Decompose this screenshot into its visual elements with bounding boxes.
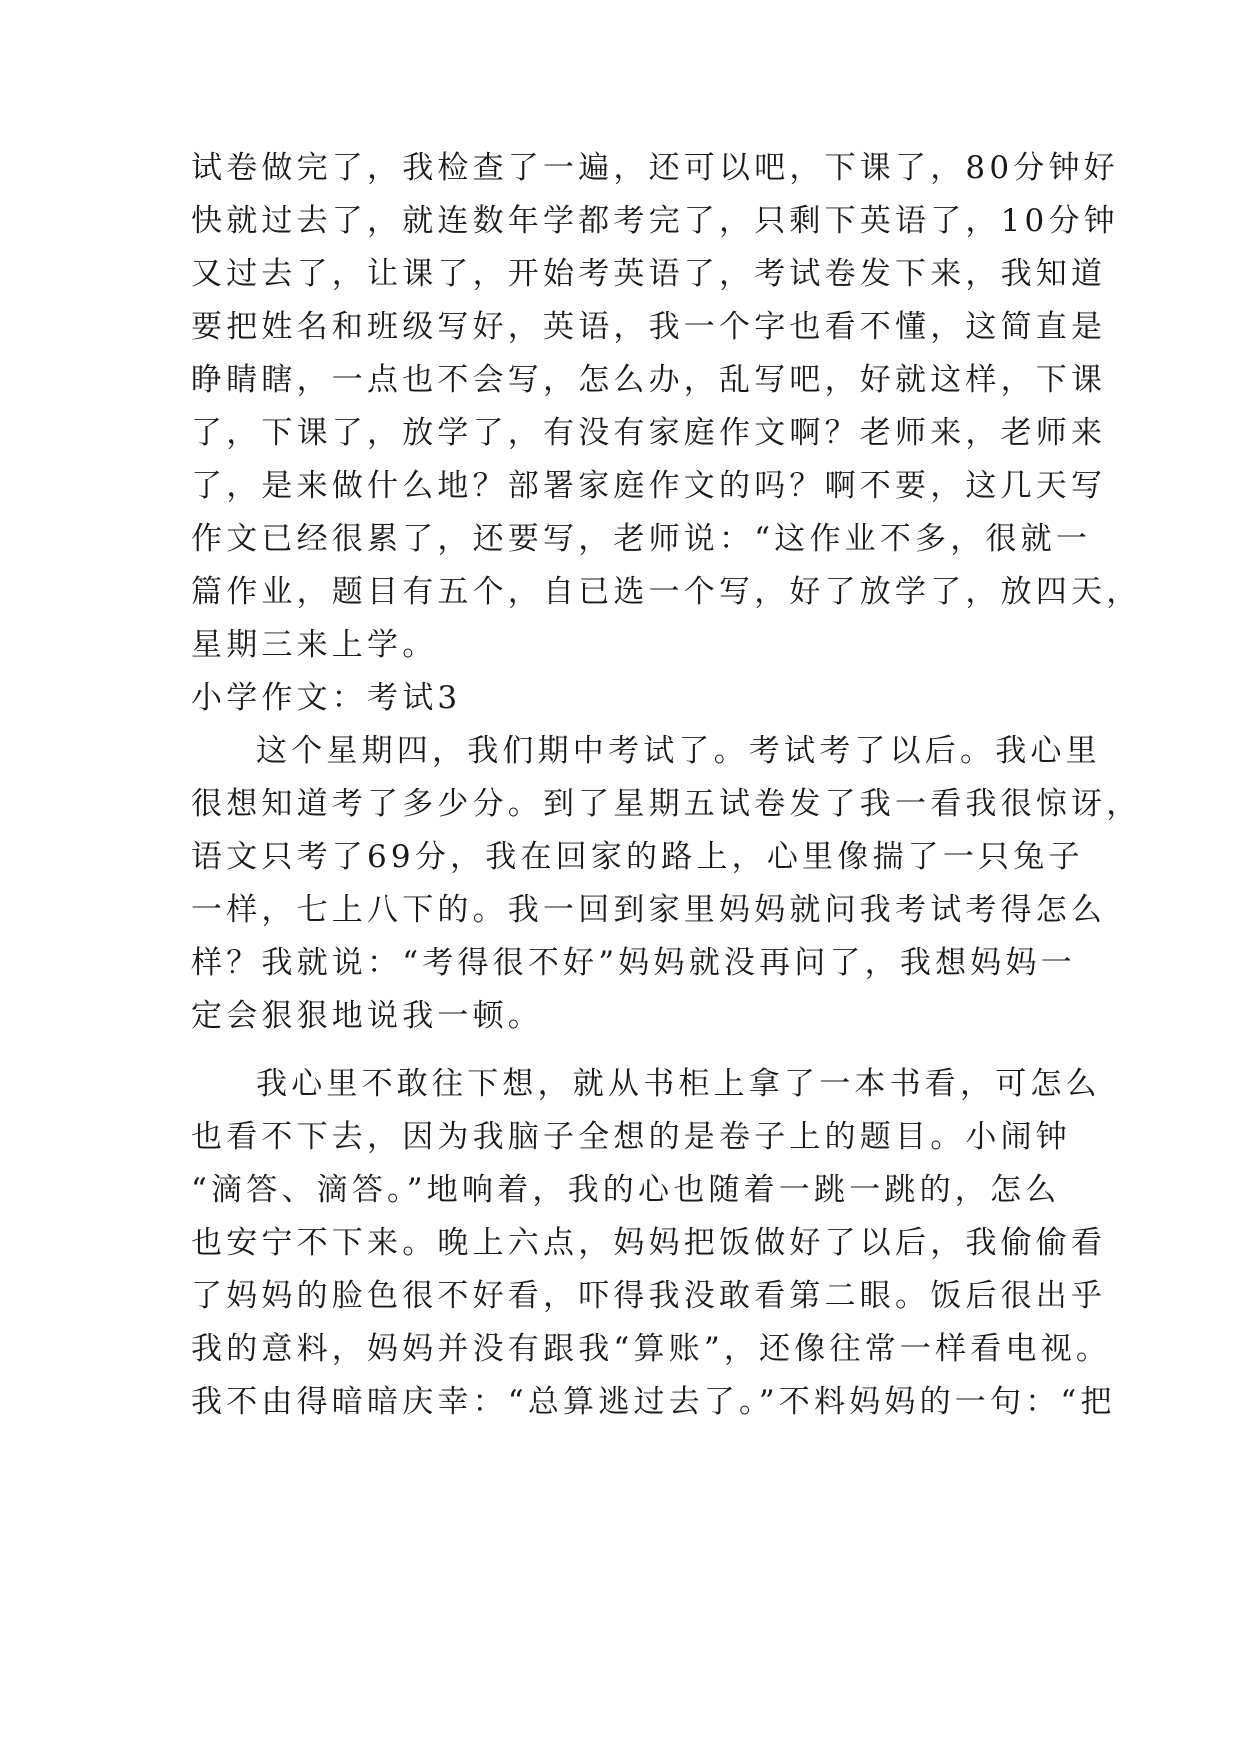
text-line: 睁睛瞎，一点也不会写，怎么办，乱写吧，好就这样，下课 [191, 362, 1107, 398]
text-line: 也安宁不下来。晚上六点，妈妈把饭做好了以后，我偷偷看 [191, 1225, 1107, 1261]
text-line: 我心里不敢往下想，就从书柜上拿了一本书看，可怎么 [256, 1066, 1101, 1102]
text-line: 又过去了，让课了，开始考英语了，考试卷发下来，我知道 [191, 256, 1107, 292]
text-line: 星期三来上学。 [191, 627, 438, 663]
text-line: 了，下课了，放学了，有没有家庭作文啊？老师来，老师来 [191, 415, 1107, 451]
text-line: 样？我就说：“考得很不好”妈妈就没再问了，我想妈妈一 [191, 945, 1076, 981]
text-line: 定会狠狠地说我一顿。 [191, 998, 543, 1034]
text-line: 要把姓名和班级写好，英语，我一个字也看不懂，这简直是 [191, 309, 1107, 345]
text-line: 这个星期四，我们期中考试了。考试考了以后。我心里 [256, 733, 1101, 769]
text-line: 我不由得暗暗庆幸：“总算逃过去了。”不料妈妈的一句：“把 [191, 1384, 1116, 1420]
text-line: 语文只考了69分，我在回家的路上，心里像揣了一只兔子 [191, 839, 1084, 875]
text-line: 快就过去了，就连数年学都考完了，只剩下英语了，10分钟 [191, 203, 1119, 239]
text-line: 很想知道考了多少分。到了星期五试卷发了我一看我很惊讶， [191, 786, 1142, 822]
text-line: 篇作业，题目有五个，自已选一个写，好了放学了，放四天， [191, 574, 1142, 610]
text-line: 了妈妈的脸色很不好看，吓得我没敢看第二眼。饭后很出乎 [191, 1278, 1107, 1314]
text-line: “滴答、滴答。”地响着，我的心也随着一跳一跳的，怎么 [191, 1172, 1061, 1208]
text-line: 试卷做完了，我检查了一遍，还可以吧，下课了，80分钟好 [191, 150, 1119, 186]
text-line: 作文已经很累了，还要写，老师说：“这作业不多，很就一 [191, 521, 1092, 557]
text-line: 也看不下去，因为我脑子全想的是卷子上的题目。小闹钟 [191, 1119, 1071, 1155]
text-line: 了，是来做什么地？部署家庭作文的吗？啊不要，这几天写 [191, 468, 1107, 504]
text-line: 一样，七上八下的。我一回到家里妈妈就问我考试考得怎么 [191, 892, 1107, 928]
text-line: 我的意料，妈妈并没有跟我“算账”，还像往常一样看电视。 [191, 1331, 1112, 1367]
section-heading: 小学作文：考试3 [191, 680, 462, 716]
